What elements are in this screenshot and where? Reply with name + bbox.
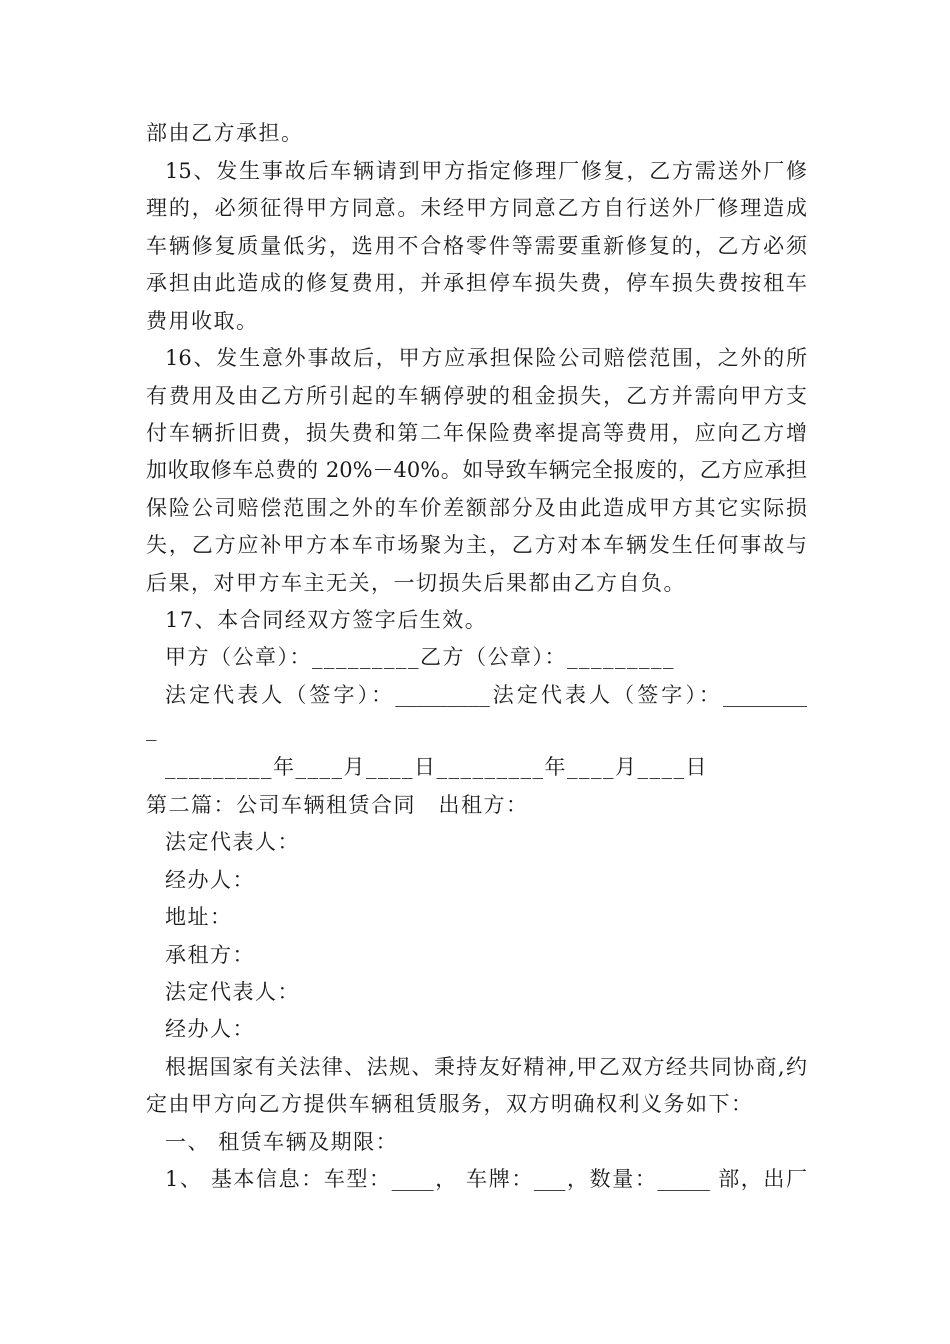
lessee-label: 承租方： (165, 943, 255, 967)
signature-line-seal: 甲方（公章）：_________乙方（公章）：_________ (165, 645, 675, 669)
text-line: 15、发生事故后车辆请到甲方指定修理厂修复，乙方需送外厂修 (165, 159, 807, 183)
text-line: 根据国家有关法律、法规、秉持友好精神,甲乙双方经共同协商,约 (165, 1055, 807, 1079)
text-line: 失，乙方应补甲方本车市场聚为主，乙方对本车辆发生任何事故与 (146, 533, 807, 557)
text-line: 部由乙方承担。 (146, 121, 304, 145)
text-line: 17、本合同经双方签字后生效。 (165, 608, 488, 632)
address-label: 地址： (165, 905, 233, 929)
clause-heading: 一、 租赁车辆及期限： (165, 1130, 399, 1154)
text-line: 1、 基本信息：车型：____， 车牌：___，数量：_____ 部，出厂 (165, 1167, 807, 1191)
text-line: 定由甲方向乙方提供车辆租赁服务，双方明确权利义务如下： (146, 1092, 754, 1116)
text-line: 有费用及由乙方所引起的车辆停驶的租金损失，乙方并需向甲方支 (146, 384, 807, 408)
text-line: 后果，对甲方车主无关，一切损失后果都由乙方自负。 (146, 571, 686, 595)
lessee-representative-label: 法定代表人： (165, 980, 300, 1004)
text-line: 承担由此造成的修复费用，并承担停车损失费，停车损失费按租车 (146, 271, 807, 295)
lessor-agent-label: 经办人： (165, 868, 255, 892)
text-line: 理的，必须征得甲方同意。未经甲方同意乙方自行送外厂修理造成 (146, 196, 807, 220)
lessor-representative-label: 法定代表人： (165, 830, 300, 854)
text-line: 16、发生意外事故后，甲方应承担保险公司赔偿范围，之外的所 (165, 346, 807, 370)
signature-line-representative: 法定代表人（签字）：_________法定代表人（签字）：________ (165, 683, 807, 707)
text-line: 付车辆折旧费，损失费和第二年保险费率提高等费用，应向乙方增 (146, 421, 807, 445)
section-heading: 第二篇：公司车辆租赁合同 出租方： (146, 793, 529, 817)
text-line: 车辆修复质量低劣，选用不合格零件等需要重新修复的，乙方必须 (146, 234, 807, 258)
text-line-underscore: _ (146, 717, 158, 741)
text-line: 费用收取。 (146, 309, 259, 333)
lessee-agent-label: 经办人： (165, 1017, 255, 1041)
date-line: _________年____月____日_________年____月____日 (165, 755, 708, 779)
text-line: 加收取修车总费的 20%－40%。如导致车辆完全报废的，乙方应承担 (146, 458, 807, 482)
text-line: 保险公司赔偿范围之外的车价差额部分及由此造成甲方其它实际损 (146, 496, 807, 520)
